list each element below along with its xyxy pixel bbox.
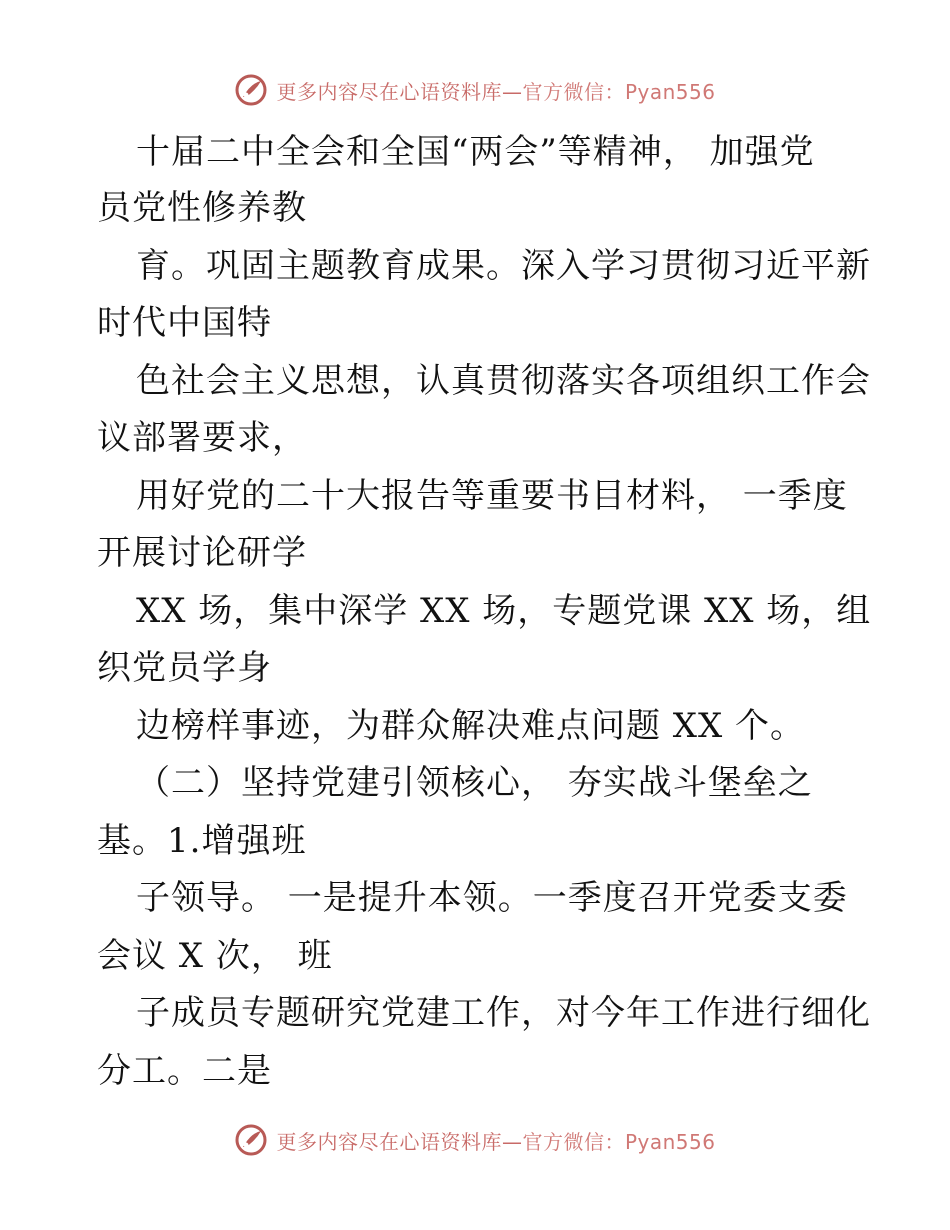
body-line: 时代中国特 xyxy=(97,303,272,343)
header-banner-text xyxy=(276,76,715,105)
body-line: 基。1.增强班 xyxy=(97,821,307,861)
quill-logo-icon xyxy=(234,73,268,107)
body-line: 边榜样事迹，为群众解决难点问题 XX 个。 xyxy=(136,706,806,746)
header-watermark xyxy=(0,72,950,108)
body-line: XX 场，集中深学 XX 场，专题党课 XX 场，组 xyxy=(136,591,872,631)
body-line: 议部署要求， xyxy=(97,418,307,458)
section-heading: （二）坚持党建引领核心， 夯实战斗堡垒之 xyxy=(136,763,813,803)
footer-banner-text xyxy=(276,1126,715,1155)
header-wechat-text: 官方微信：Pyan556 xyxy=(522,79,716,104)
body-line: 子领导。 一是提升本领。一季度召开党委支委 xyxy=(136,878,848,918)
footer-wechat-text: 官方微信：Pyan556 xyxy=(522,1129,716,1154)
body-line: 十届二中全会和全国“两会”等精神， 加强党 xyxy=(136,132,815,172)
body-line: 员党性修养教 xyxy=(97,188,307,228)
body-line: 开展讨论研学 xyxy=(97,533,307,573)
body-line: 子成员专题研究党建工作，对今年工作进行细化 xyxy=(136,993,871,1033)
body-line: 育。巩固主题教育成果。深入学习贯彻习近平新 xyxy=(136,246,871,286)
footer-brand-text: 更多内容尽在心语资料库— xyxy=(276,1129,523,1154)
quill-logo-icon xyxy=(234,1123,268,1157)
footer-watermark xyxy=(0,1122,950,1158)
body-line: 分工。二是 xyxy=(97,1051,272,1091)
body-line: 会议 X 次， 班 xyxy=(97,936,333,976)
header-brand-text: 更多内容尽在心语资料库— xyxy=(276,79,523,104)
body-line: 色社会主义思想，认真贯彻落实各项组织工作会 xyxy=(136,361,871,401)
body-line: 织党员学身 xyxy=(97,648,272,688)
body-line: 用好党的二十大报告等重要书目材料， 一季度 xyxy=(136,476,848,516)
